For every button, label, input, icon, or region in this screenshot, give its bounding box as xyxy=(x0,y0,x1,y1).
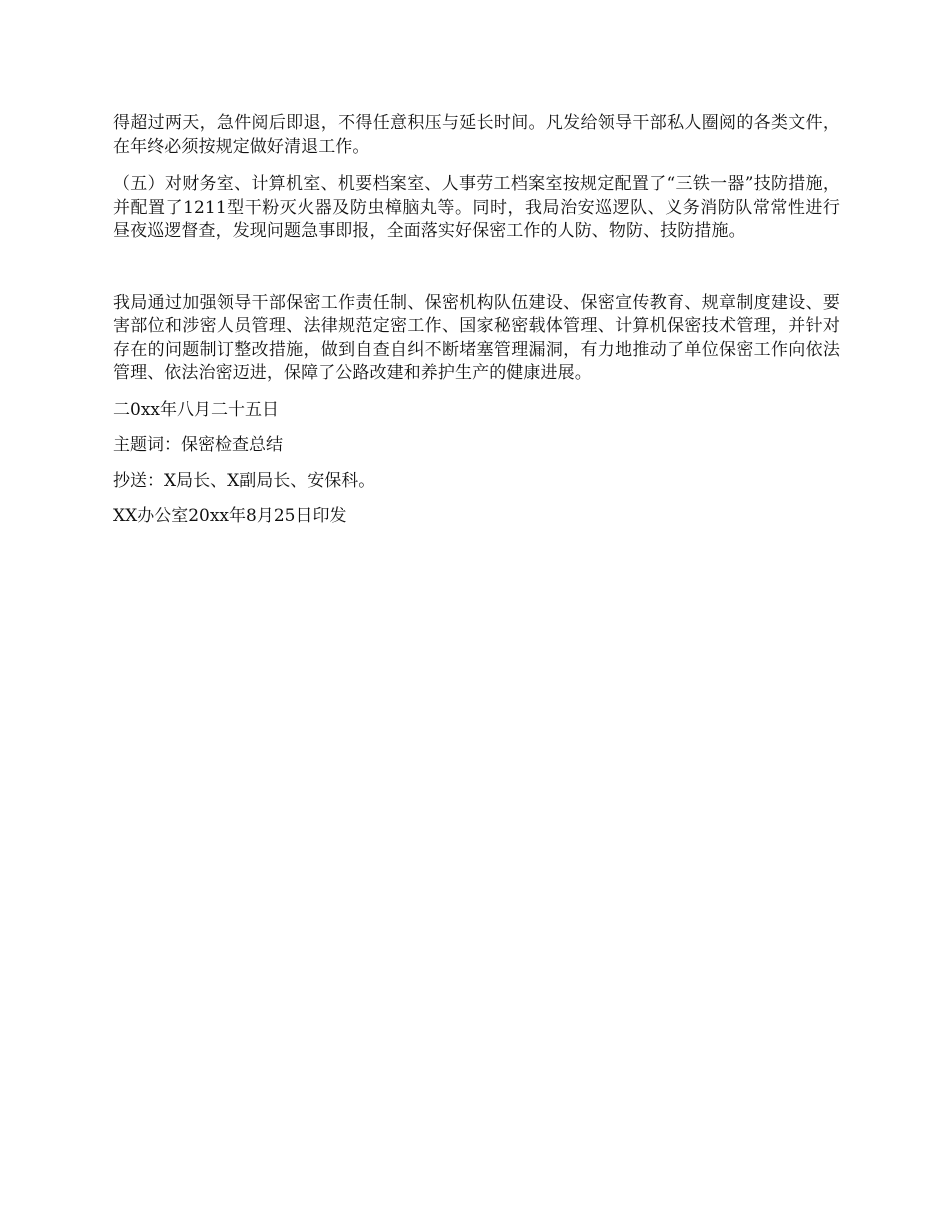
paragraph-summary: 我局通过加强领导干部保密工作责任制、保密机构队伍建设、保密宣传教育、规章制度建设、要害部位和涉密人员管理、法律规范定密工作、国家秘密载体管理、计算机保密技术管理，并针对存在的问题制订整改措施，做到自查自纠不断堵塞管理漏洞，有力地推动了单位保密工作向依法管理、依法治密迈进，保障了公路改建和养护生产的健康进展。 xyxy=(113,292,840,383)
cc-line: 抄送：X局长、X副局长、安保科。 xyxy=(113,470,376,491)
paragraph-document-return: 得超过两天，急件阅后即退，不得任意积压与延长时间。凡发给领导干部私人圈阅的各类文件，在年终必须按规定做好清退工作。 xyxy=(113,113,840,157)
document-date: 二0xx年八月二十五日 xyxy=(113,399,279,420)
subject-line: 主题词：保密检查总结 xyxy=(113,435,283,455)
paragraph-security-measures: （五）对财务室、计算机室、机要档案室、人事劳工档案室按规定配置了“三铁一器”技防措施，并配置了1211型干粉灭火器及防虫樟脑丸等。同时，我局治安巡逻队、义务消防队常常性进行昼夜巡逻督查，发现问题急事即报，全面落实好保密工作的人防、物防、技防措施。 xyxy=(113,174,840,241)
issued-line: XX办公室20xx年8月25日印发 xyxy=(113,506,347,526)
document-body xyxy=(113,112,840,541)
